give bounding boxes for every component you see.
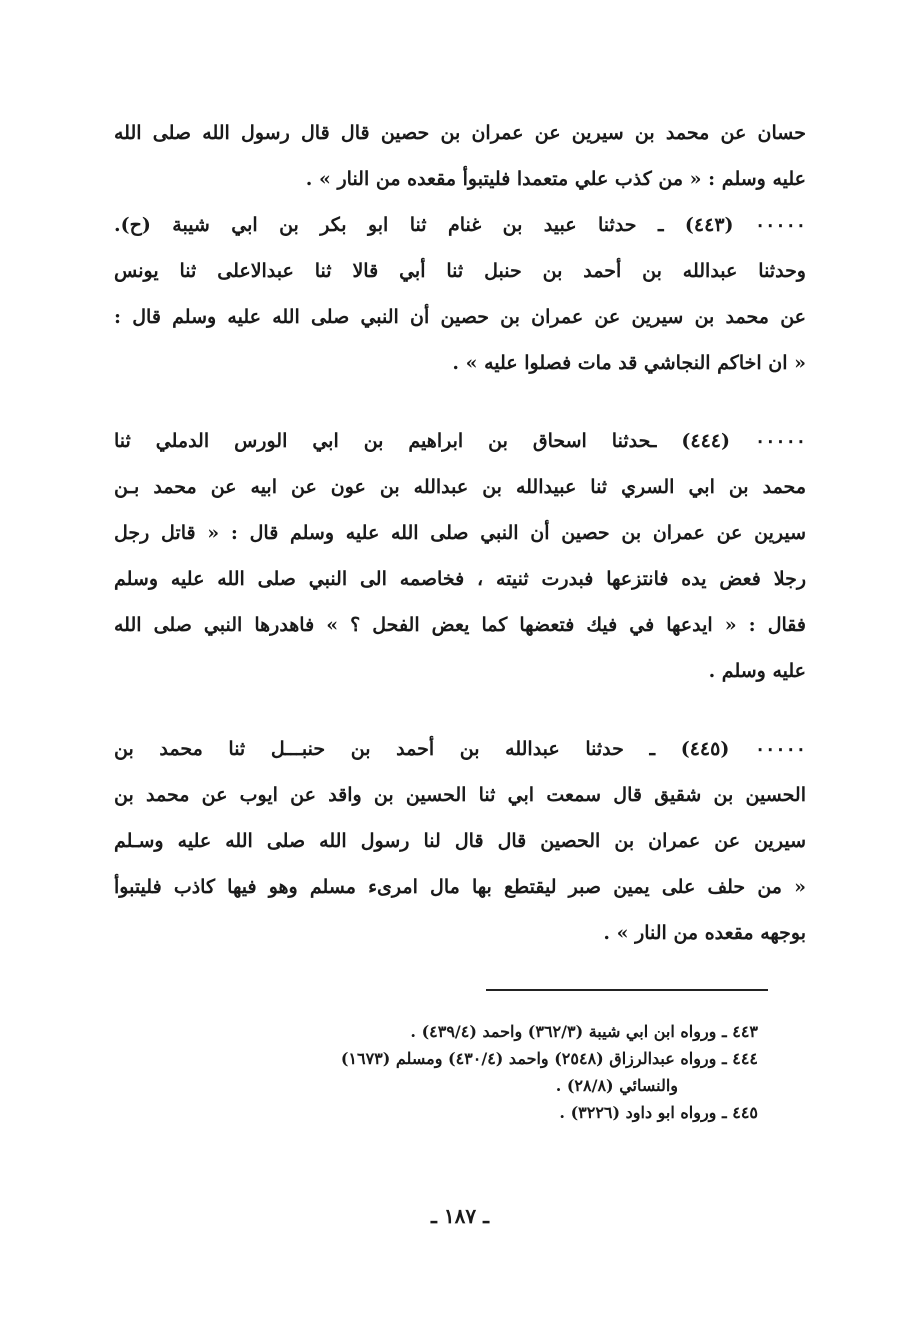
text-line: « ان اخاكم النجاشي قد مات فصلوا عليه » . <box>452 352 806 374</box>
text-line: حسان عن محمد بن سيرين عن عمران بن حصين قال قال رسول الله صلى الله <box>114 122 806 144</box>
text-line: سيرين عن عمران بن الحصين قال قال لنا رسول الله صلى الله عليه وسـلم <box>114 830 806 852</box>
footnote-443: ٤٤٣ ـ ورواه ابن ابي شيبة (٣٦٢/٣) واحمد (٤٣٩/٤) . <box>410 1022 758 1041</box>
paragraph-442-continuation <box>114 110 806 202</box>
footnote-444: ٤٤٤ ـ ورواه عبدالرزاق (٢٥٤٨) واحمد (٤٣٠/٤) ومسلم (١٦٧٣) <box>340 1049 758 1068</box>
footnote-445: ٤٤٥ ـ ورواه ابو داود (٣٢٢٦) . <box>559 1103 758 1122</box>
text-line: ٠٠٠٠٠ (٤٤٤) ـحدثنا اسحاق بن ابراهيم بن ابي الورس الدملي ثنا <box>114 430 806 452</box>
page-number: ـ ١٨٧ ـ <box>431 1204 489 1228</box>
paragraph-445 <box>114 726 806 956</box>
text-line: وحدثنا عبدالله بن أحمد بن حنبل ثنا أبي قالا ثنا عبدالاعلى ثنا يونس <box>114 260 806 282</box>
text-line: عن محمد بن سيرين عن عمران بن حصين أن النبي صلى الله عليه وسلم قال : <box>114 306 806 328</box>
text-line: رجلا فعض يده فانتزعها فبدرت ثنيته ، فخاصمه الى النبي صلى الله عليه وسلم <box>114 568 806 590</box>
text-line: فقال : « ايدعها في فيك فتعضها كما يعض الفحل ؟ » فاهدرها النبي صلى الله <box>114 614 806 636</box>
footnote-444-continuation: والنسائي (٢٨/٨) . <box>555 1076 678 1095</box>
text-line: ٠٠٠٠٠ (٤٤٥) ـ حدثنا عبدالله بن أحمد بن حنبـــل ثنا محمد بن <box>114 738 806 760</box>
paragraph-444 <box>114 418 806 694</box>
text-line: عليه وسلم . <box>708 660 806 682</box>
text-line: عليه وسلم : « من كذب علي متعمدا فليتبوأ مقعده من النار » . <box>305 168 806 190</box>
footnote-separator <box>486 989 768 991</box>
text-line: الحسين بن شقيق قال سمعت ابي ثنا الحسين بن واقد عن ايوب عن محمد بن <box>114 784 806 806</box>
paragraph-443 <box>114 202 806 386</box>
footnotes <box>108 1018 758 1126</box>
text-line: « من حلف على يمين صبر ليقتطع بها مال امرىء مسلم وهو فيها كاذب فليتبوأ <box>114 876 806 898</box>
text-line: ٠٠٠٠٠ (٤٤٣) ـ حدثنا عبيد بن غنام ثنا ابو بكر بن ابي شيبة (ح). <box>114 214 806 236</box>
text-line: سيرين عن عمران بن حصين أن النبي صلى الله عليه وسلم قال : « قاتل رجل <box>114 522 806 544</box>
text-line: محمد بن ابي السري ثنا عبيدالله بن عبدالله بن عون عن ابيه عن محمد بـن <box>114 476 806 498</box>
text-line: بوجهه مقعده من النار » . <box>603 922 806 944</box>
